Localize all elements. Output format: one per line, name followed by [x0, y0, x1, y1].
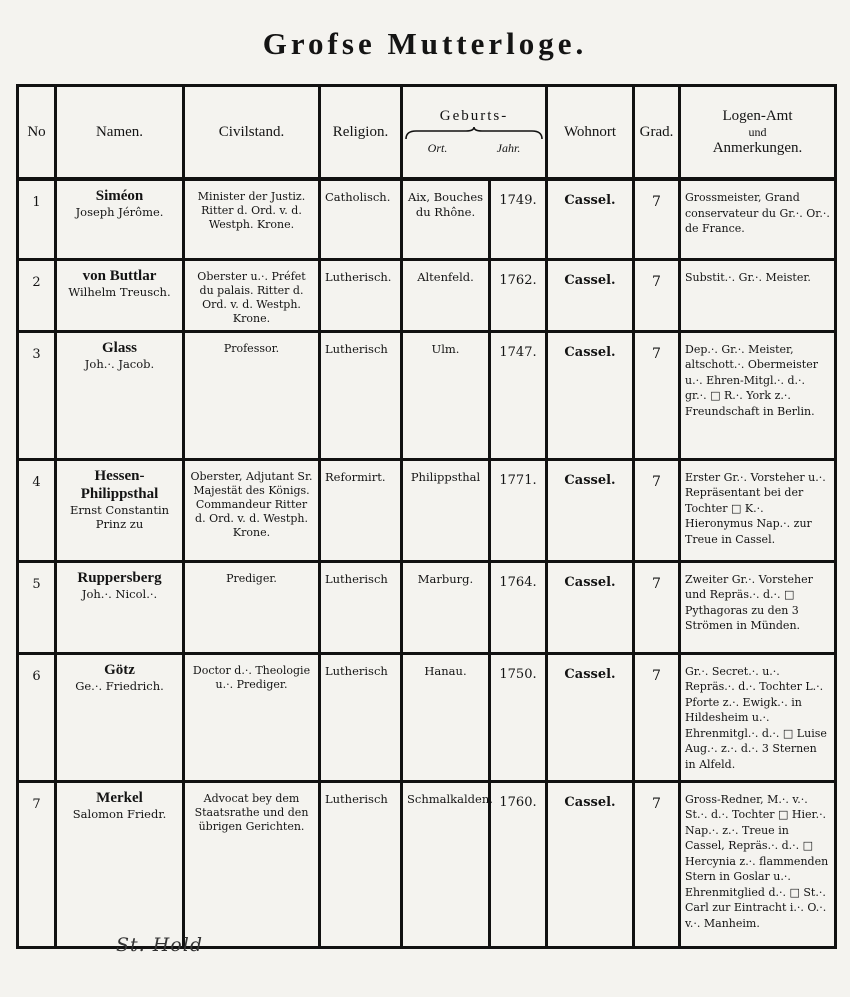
- member-name-cell: [56, 331, 184, 459]
- civilstand: Prediger.: [226, 571, 277, 585]
- header-religion: Religion.: [320, 86, 402, 180]
- member-name-cell: [56, 561, 184, 653]
- birth-place: Philippsthal: [410, 469, 481, 484]
- degree-cell: [634, 179, 680, 259]
- lodge-office-notes: Zweiter Gr.·. Vorsteher und Repräs.·. d.·. □ Pythagoras zu den 3 Strömen in Münden.: [685, 572, 813, 632]
- residence-cell: [547, 781, 634, 947]
- religion-cell: [320, 259, 402, 331]
- birth-place: Altenfeld.: [417, 269, 474, 284]
- birth-place: Schmalkalden.: [407, 791, 493, 806]
- row-number-cell: [18, 179, 56, 259]
- member-name: Siméon: [95, 188, 144, 204]
- header-row: [18, 86, 836, 180]
- lodge-office-notes-cell: [680, 781, 836, 947]
- birth-place: Aix, Bouches du Rhône.: [407, 190, 484, 219]
- birth-place-cell: [402, 653, 490, 781]
- degree: 7: [652, 575, 661, 592]
- lodge-office-notes-cell: [680, 561, 836, 653]
- row-number: 7: [32, 796, 41, 812]
- table-row: [18, 179, 836, 259]
- table-row: [18, 331, 836, 459]
- member-name-first: Ernst Constantin Prinz zu: [69, 502, 170, 531]
- civilstand-cell: [184, 561, 320, 653]
- residence: Cassel.: [564, 574, 616, 590]
- member-name: von Buttlar: [82, 267, 157, 284]
- residence-cell: [547, 561, 634, 653]
- residence: Cassel.: [564, 193, 616, 208]
- residence-cell: [547, 179, 634, 259]
- member-name-first: Salomon Friedr.: [72, 806, 167, 821]
- birth-year-cell: [490, 179, 547, 259]
- residence: Cassel.: [564, 666, 616, 682]
- row-number: 6: [32, 668, 41, 684]
- religion: Lutherisch: [325, 791, 388, 806]
- page-title: Grofse Mutterloge.: [262, 26, 588, 61]
- residence: Cassel.: [564, 272, 616, 288]
- row-number-cell: [18, 459, 56, 561]
- civilstand: Professor.: [223, 341, 280, 355]
- birth-year: 1764.: [499, 574, 537, 590]
- lodge-office-notes-cell: [680, 259, 836, 331]
- lodge-office-notes: Erster Gr.·. Vorsteher u.·. Repräsentant bei der Tochter □ K.·. Hieronymus Nap.·. zur Treue in Cassel.: [685, 470, 826, 546]
- birth-year: 1747.: [499, 344, 537, 360]
- table-row: [18, 781, 836, 947]
- lodge-office-notes-cell: [680, 459, 836, 561]
- lodge-office-notes-cell: [680, 331, 836, 459]
- civilstand: Oberster u.·. Préfet du palais. Ritter d. Ord. v. d. Westph. Krone.: [197, 269, 306, 325]
- birth-year: 1749.: [499, 193, 537, 208]
- birth-place-cell: [402, 561, 490, 653]
- member-name-first: Joh.·. Nicol.·.: [81, 586, 158, 601]
- header-namen: Namen.: [56, 86, 184, 180]
- civilstand-cell: [184, 331, 320, 459]
- row-number: 3: [32, 346, 41, 362]
- header-no: No: [18, 86, 56, 180]
- civilstand: Doctor d.·. Theologie u.·. Prediger.: [192, 663, 311, 691]
- member-name: Ruppersberg: [77, 569, 162, 586]
- member-name: Hessen-Philippsthal: [80, 467, 159, 502]
- degree: 7: [652, 667, 661, 684]
- member-name-first: Joseph Jérôme.: [75, 205, 164, 219]
- residence: Cassel.: [564, 344, 616, 360]
- religion-cell: [320, 561, 402, 653]
- member-name: Glass: [101, 339, 137, 356]
- degree: 7: [652, 273, 661, 290]
- member-name-cell: [56, 179, 184, 259]
- header-civilstand: Civilstand.: [184, 86, 320, 180]
- religion: Lutherisch: [325, 571, 388, 586]
- residence-cell: [547, 653, 634, 781]
- religion-cell: [320, 331, 402, 459]
- header-logen-amt: [680, 86, 836, 180]
- civilstand-cell: [184, 781, 320, 947]
- member-name-first: Wilhelm Treusch.: [68, 284, 171, 299]
- row-number: 4: [32, 474, 41, 490]
- row-number: 5: [32, 576, 41, 592]
- degree: 7: [652, 345, 661, 362]
- degree-cell: [634, 259, 680, 331]
- civilstand: Advocat bey dem Staatsrathe und den übrigen Gerichten.: [194, 791, 309, 833]
- birth-place: Ulm.: [431, 341, 460, 356]
- row-number-cell: [18, 781, 56, 947]
- birth-place: Marburg.: [417, 571, 474, 586]
- header-jahr: Jahr.: [496, 141, 521, 155]
- header-ort: Ort.: [427, 141, 448, 155]
- header-logen-amt-title: Logen-Amt: [722, 107, 793, 124]
- religion-cell: [320, 179, 402, 259]
- degree-cell: [634, 781, 680, 947]
- table-row: [18, 459, 836, 561]
- birth-year-cell: [490, 653, 547, 781]
- residence: Cassel.: [564, 472, 616, 488]
- residence-cell: [547, 459, 634, 561]
- brace-icon: [404, 127, 544, 141]
- birth-place-cell: [402, 179, 490, 259]
- header-geburts-title: Geburts-: [439, 108, 509, 124]
- degree: 7: [652, 473, 661, 490]
- handwritten-signature: St. Hold: [116, 934, 203, 956]
- civilstand: Minister der Justiz. Ritter d. Ord. v. d. Westph. Krone.: [197, 190, 306, 231]
- row-number-cell: [18, 259, 56, 331]
- civilstand-cell: [184, 653, 320, 781]
- religion: Lutherisch.: [325, 269, 392, 284]
- lodge-office-notes-cell: [680, 179, 836, 259]
- member-name-first: Joh.·. Jacob.: [84, 356, 155, 371]
- birth-place-cell: [402, 459, 490, 561]
- religion: Lutherisch: [325, 663, 388, 678]
- degree-cell: [634, 331, 680, 459]
- row-number: 1: [32, 195, 41, 210]
- birth-year-cell: [490, 781, 547, 947]
- degree-cell: [634, 459, 680, 561]
- member-name-first: Ge.·. Friedrich.: [75, 678, 164, 693]
- birth-place-cell: [402, 331, 490, 459]
- residence: Cassel.: [564, 794, 616, 810]
- degree-cell: [634, 561, 680, 653]
- civilstand: Oberster, Adjutant Sr. Majestät des Königs. Commandeur Ritter d. Ord. v. d. Westph. Krone.: [190, 469, 313, 539]
- header-anmerkungen: Anmerkungen.: [712, 139, 803, 156]
- birth-year-cell: [490, 259, 547, 331]
- birth-year-cell: [490, 331, 547, 459]
- member-name-cell: [56, 653, 184, 781]
- birth-year: 1760.: [499, 794, 537, 810]
- degree: 7: [652, 194, 661, 210]
- lodge-office-notes: Gr.·. Secret.·. u.·. Repräs.·. d.·. Tochter L.·. Pforte z.·. Ewigk.·. in Hildesheim u.·. Ehrenmitgl.·. d.·. □ Luise Aug.·. z.·. d.·. 3 Sternen in Alfeld.: [685, 664, 827, 771]
- lodge-office-notes-cell: [680, 653, 836, 781]
- residence-cell: [547, 331, 634, 459]
- civilstand-cell: [184, 459, 320, 561]
- civilstand-cell: [184, 179, 320, 259]
- row-number-cell: [18, 561, 56, 653]
- row-number: 2: [32, 274, 41, 290]
- birth-place-cell: [402, 781, 493, 947]
- birth-year: 1750.: [499, 666, 537, 682]
- header-wohnort: Wohnort: [547, 86, 634, 180]
- birth-year-cell: [490, 561, 547, 653]
- member-name: Merkel: [96, 789, 143, 806]
- row-number-cell: [18, 331, 56, 459]
- row-number-cell: [18, 653, 56, 781]
- member-name-cell: [56, 459, 184, 561]
- religion: Catholisch.: [325, 190, 391, 204]
- member-table: [16, 84, 834, 952]
- religion-cell: [320, 781, 402, 947]
- birth-year-cell: [490, 459, 547, 561]
- lodge-office-notes: Grossmeister, Grand conservateur du Gr.·. Or.·. de France.: [685, 191, 830, 235]
- member-name: Götz: [104, 661, 135, 678]
- birth-place: Hanau.: [424, 663, 467, 678]
- lodge-office-notes: Substit.·. Gr.·. Meister.: [685, 270, 811, 284]
- member-name-cell: [56, 781, 184, 947]
- civilstand-cell: [184, 259, 320, 331]
- religion-cell: [320, 653, 402, 781]
- table-row: [18, 653, 836, 781]
- header-grad: Grad.: [634, 86, 680, 180]
- lodge-office-notes: Gross-Redner, M.·. v.·. St.·. d.·. Tochter □ Hier.·. Nap.·. z.·. Treue in Cassel, Repräs.·. d.·. □ Hercynia z.·. flammenden Stern in Goslar u.·. Ehrenmitglied d.·. □ St.·. Carl zur Eintracht i.·. O.·. v.·. Manheim.: [685, 792, 829, 930]
- religion: Reformirt.: [325, 469, 386, 484]
- religion-cell: [320, 459, 402, 561]
- member-name-cell: [56, 259, 184, 331]
- birth-year: 1771.: [499, 472, 537, 488]
- header-geburts: [402, 86, 547, 180]
- religion: Lutherisch: [325, 341, 388, 356]
- degree: 7: [652, 795, 661, 812]
- birth-place-cell: [402, 259, 490, 331]
- degree-cell: [634, 653, 680, 781]
- residence-cell: [547, 259, 634, 331]
- birth-year: 1762.: [499, 272, 537, 288]
- header-und: und: [748, 124, 767, 139]
- table-row: [18, 561, 836, 653]
- table-row: [18, 259, 836, 331]
- lodge-office-notes: Dep.·. Gr.·. Meister, altschott.·. Obermeister u.·. Ehren-Mitgl.·. d.·. gr.·. □ R.·. York z.·. Freundschaft in Berlin.: [685, 342, 818, 418]
